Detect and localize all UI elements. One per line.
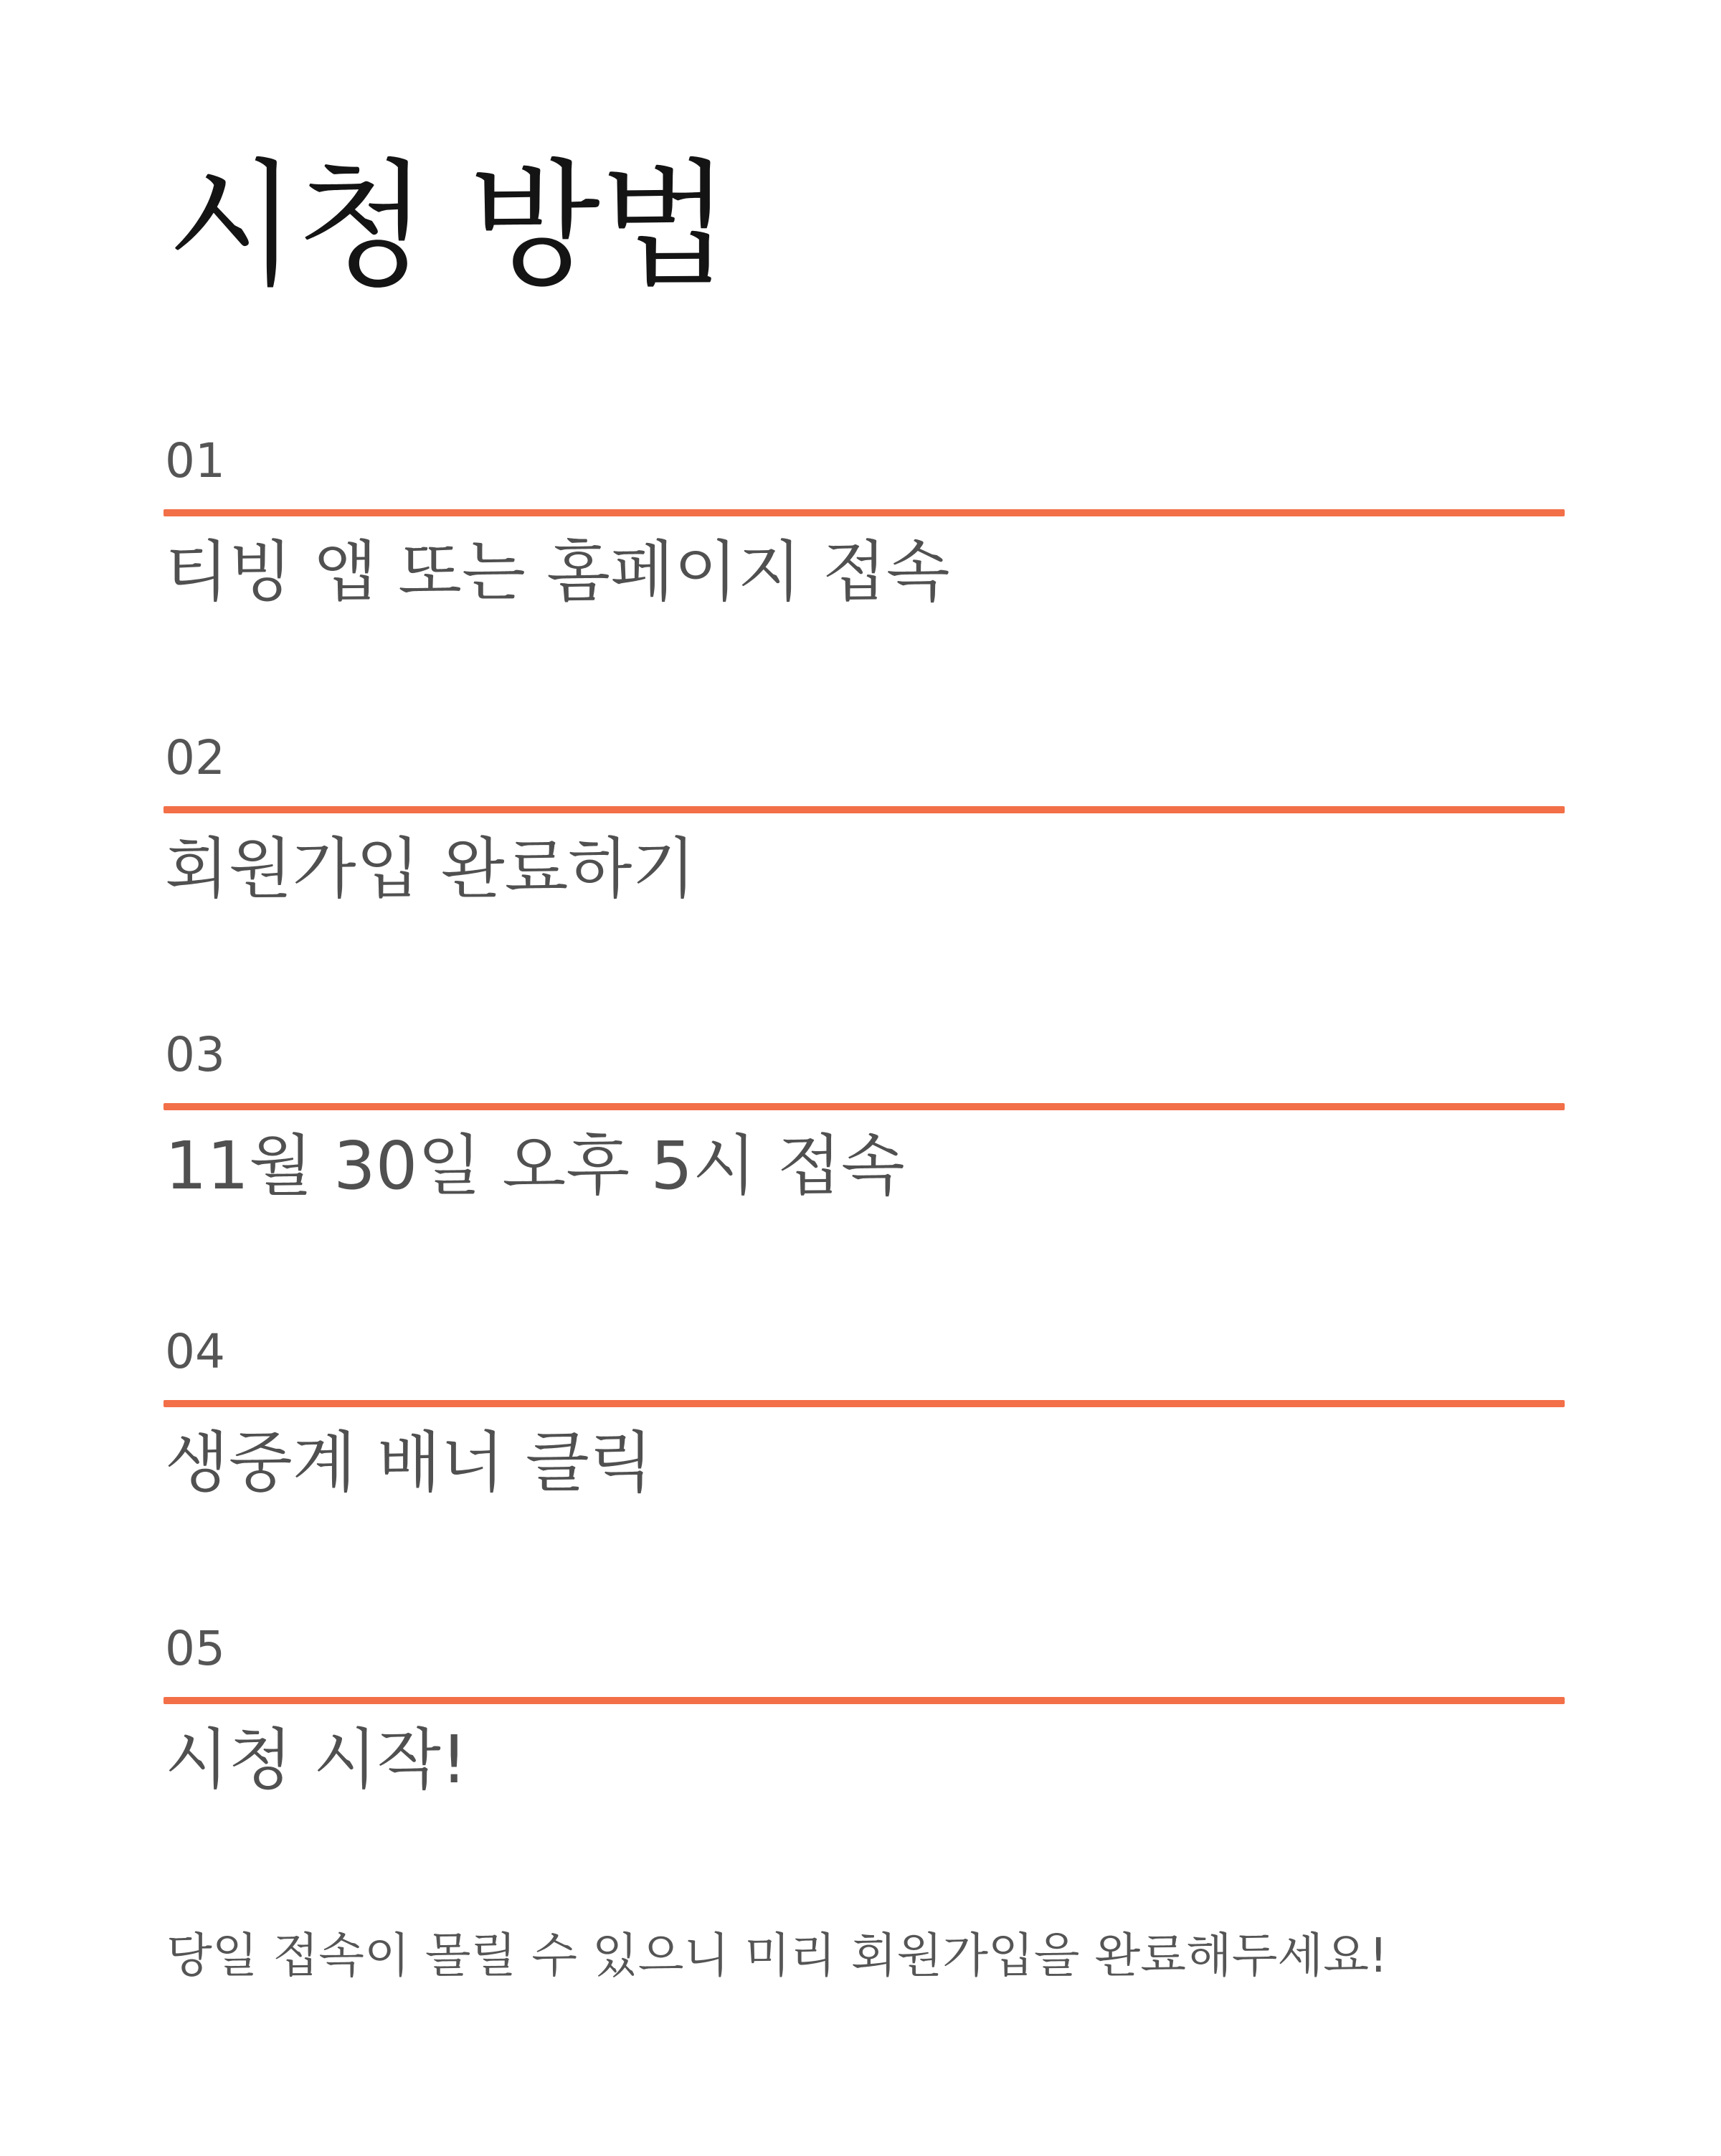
step-item-04 [163, 1324, 1565, 1543]
step-label: 시청 시작! [165, 1721, 468, 1798]
step-label: 회원가입 완료하기 [165, 831, 696, 907]
page-title: 시청 방법 [166, 146, 729, 305]
step-item-03 [163, 1027, 1565, 1247]
step-number: 05 [165, 1621, 225, 1676]
step-number: 04 [165, 1324, 225, 1379]
step-label: 생중계 배너 클릭 [165, 1424, 653, 1501]
step-divider [163, 1697, 1565, 1704]
step-divider [163, 806, 1565, 813]
step-divider [163, 1103, 1565, 1110]
step-label: 11월 30일 오후 5시 접속 [165, 1127, 905, 1204]
footnote: 당일 접속이 몰릴 수 있으니 미리 회원가입을 완료해두세요! [166, 1928, 1388, 1983]
step-number: 03 [165, 1027, 225, 1082]
step-divider [163, 1400, 1565, 1407]
step-number: 02 [165, 730, 225, 785]
step-item-01 [163, 433, 1565, 653]
step-item-05 [163, 1621, 1565, 1840]
step-number: 01 [165, 433, 225, 488]
step-divider [163, 509, 1565, 516]
step-label: 티빙 앱 또는 홈페이지 접속 [165, 534, 950, 610]
step-item-02 [163, 730, 1565, 950]
